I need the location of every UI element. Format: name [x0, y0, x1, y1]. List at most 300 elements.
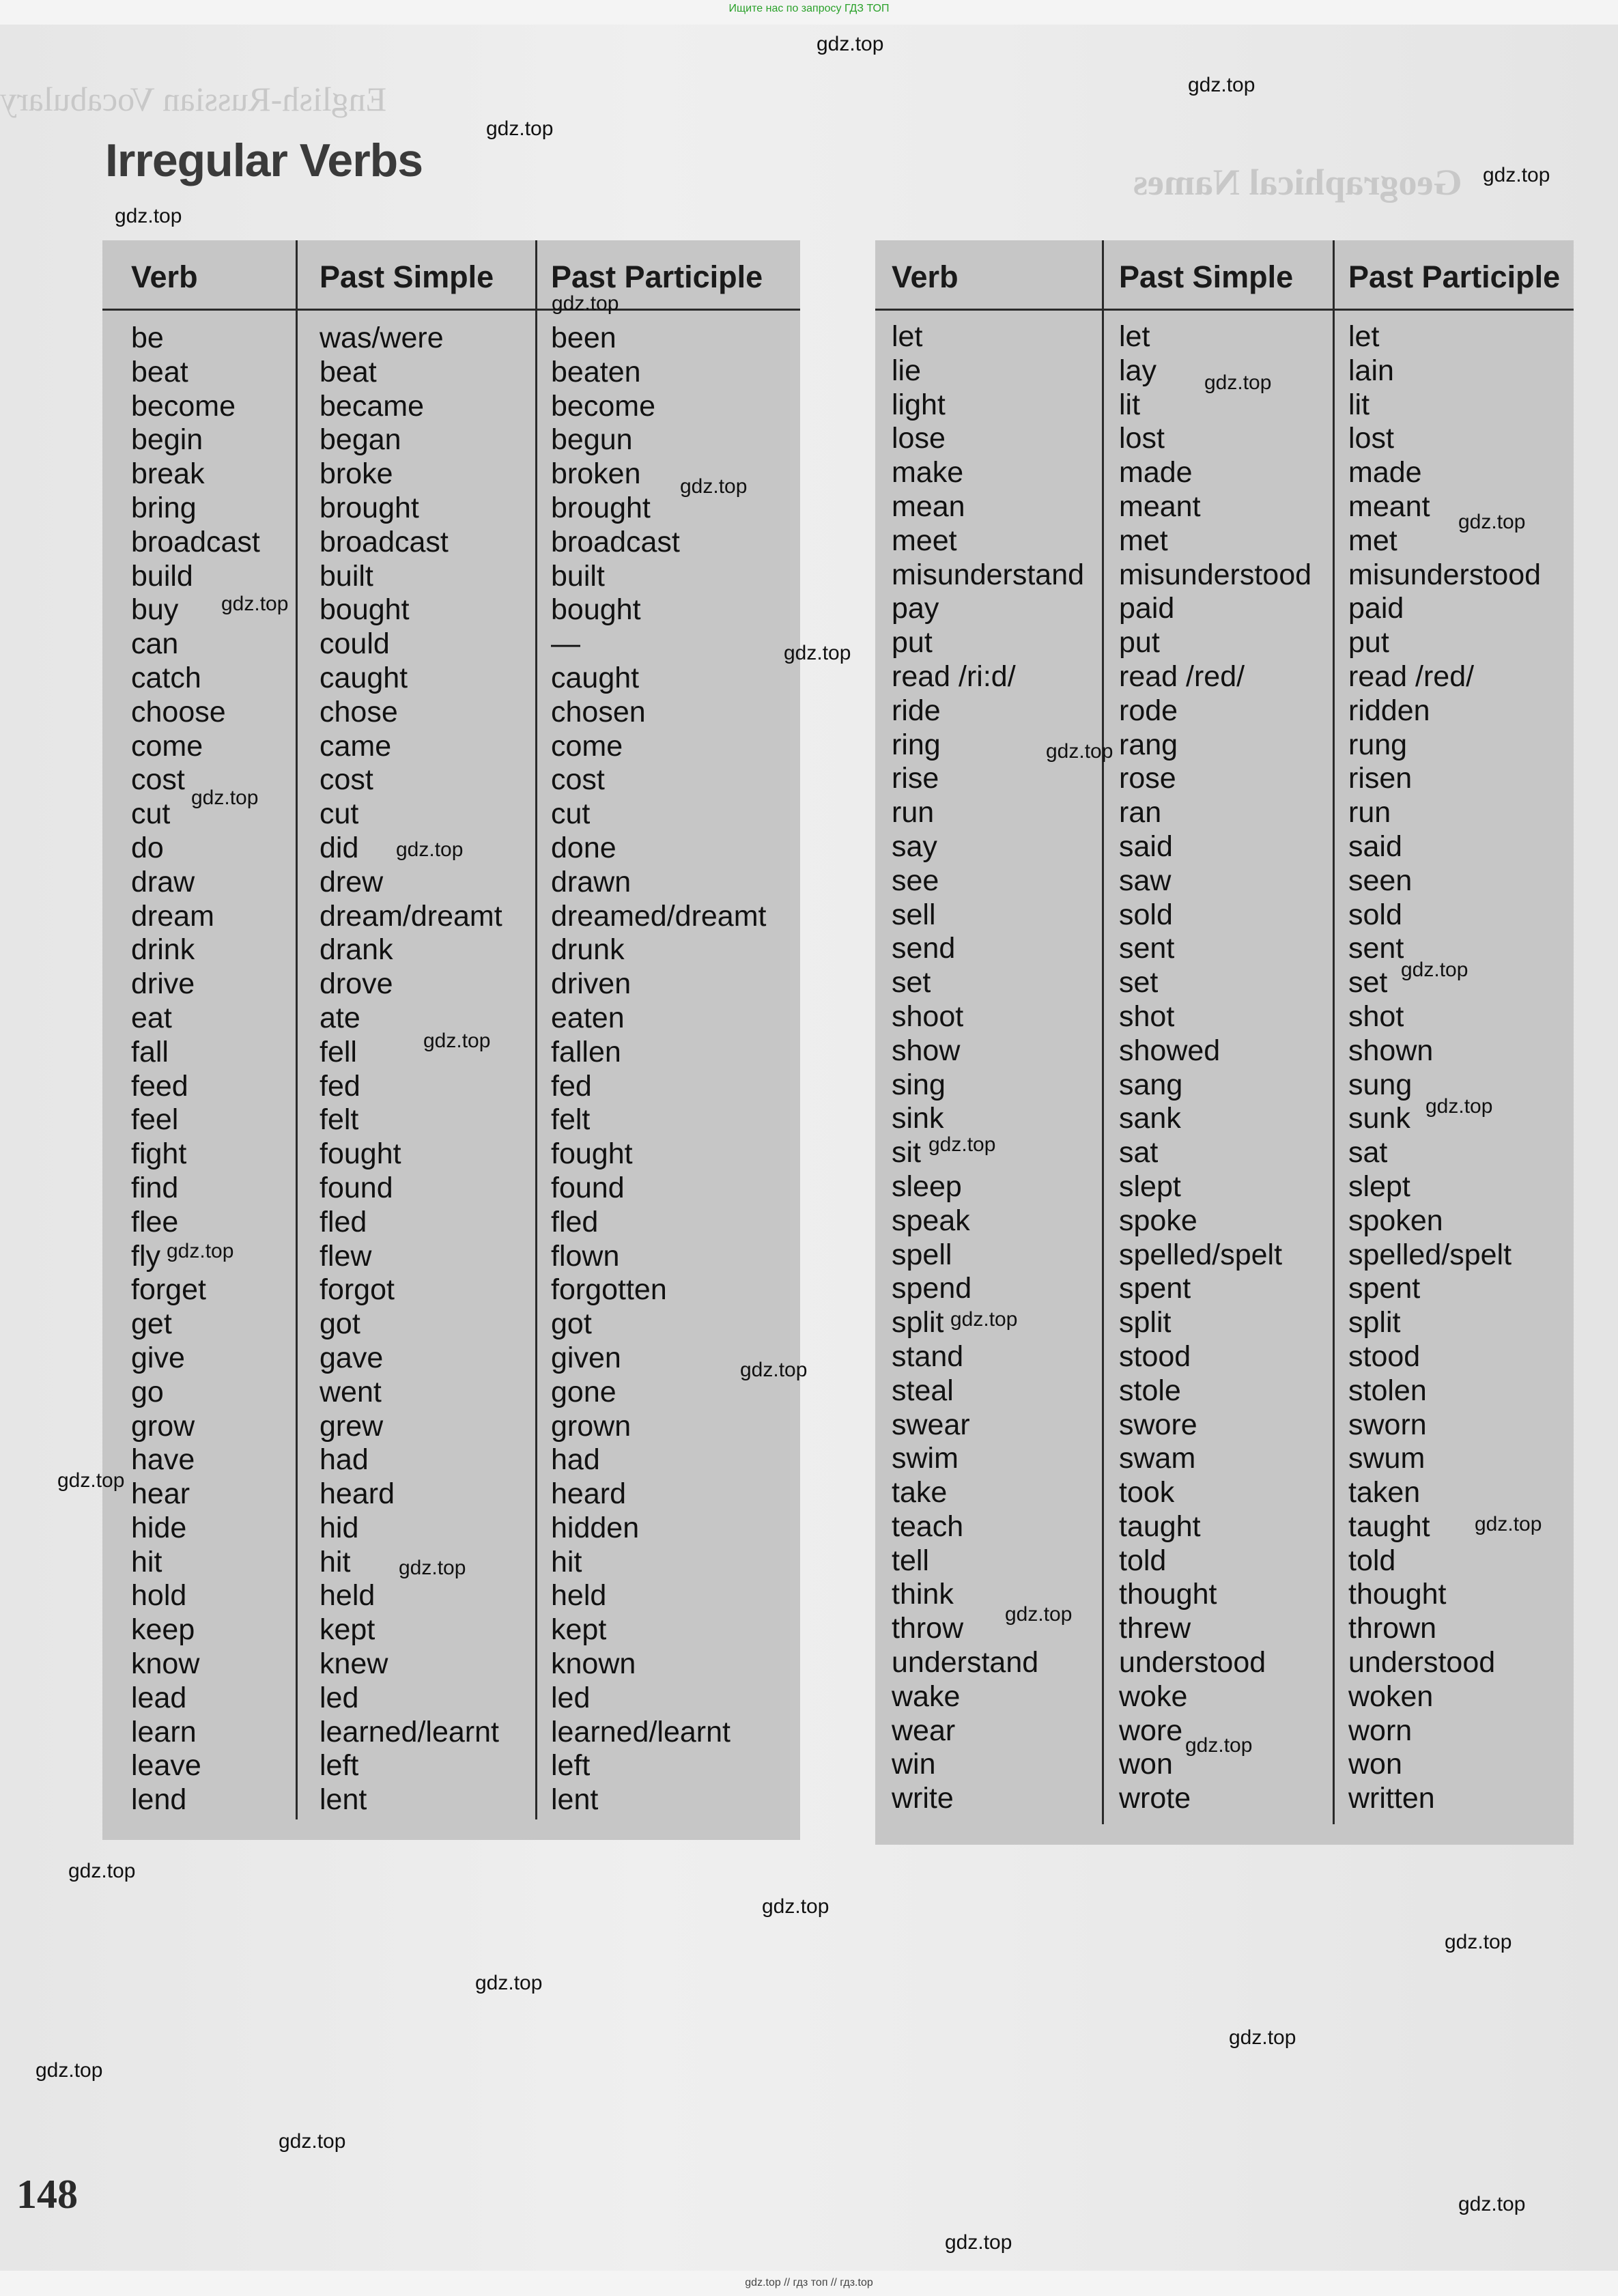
past-participle-cell: sworn — [1348, 1408, 1427, 1441]
watermark-text: gdz.top — [945, 2231, 1012, 2254]
watermark-text: gdz.top — [475, 1972, 543, 1994]
verb-cell: light — [892, 388, 946, 421]
watermark-text: gdz.top — [1425, 1095, 1493, 1118]
past-simple-cell: ate — [320, 1001, 360, 1034]
past-simple-cell: fell — [320, 1035, 357, 1068]
watermark-text: gdz.top — [762, 1895, 829, 1918]
verb-cell: do — [131, 831, 164, 864]
past-participle-cell: known — [551, 1647, 636, 1681]
past-participle-cell: fallen — [551, 1035, 621, 1068]
past-simple-cell: began — [320, 423, 401, 457]
past-participle-cell: woken — [1348, 1680, 1434, 1713]
verb-cell: ring — [892, 728, 941, 761]
past-simple-cell: understood — [1119, 1646, 1266, 1680]
past-simple-cell: came — [320, 729, 392, 763]
verb-cell: draw — [131, 865, 195, 898]
watermark-text: gdz.top — [552, 292, 619, 315]
past-simple-cell: stood — [1119, 1340, 1191, 1373]
past-simple-cell: met — [1119, 524, 1168, 557]
watermark-text: gdz.top — [167, 1240, 234, 1262]
past-participle-cell: risen — [1348, 762, 1413, 795]
past-participle-cell: brought — [551, 491, 651, 524]
bleed-through-title: Geographical Names — [1133, 162, 1462, 203]
verb-cell: spell — [892, 1238, 952, 1271]
past-simple-cell: swam — [1119, 1442, 1196, 1475]
past-participle-cell: spoken — [1348, 1204, 1443, 1237]
past-participle-cell: driven — [551, 967, 631, 1001]
past-participle-cell: written — [1348, 1782, 1435, 1815]
past-simple-cell: lay — [1119, 354, 1156, 387]
verb-cell: read /ri:d/ — [892, 660, 1016, 693]
verb-cell: cost — [131, 763, 185, 797]
past-simple-cell: saw — [1119, 864, 1172, 897]
verb-column — [102, 240, 298, 1819]
verb-cell: teach — [892, 1510, 964, 1543]
past-simple-cell: spent — [1119, 1272, 1191, 1305]
verb-cell: take — [892, 1476, 948, 1510]
verb-cell: bring — [131, 491, 197, 524]
past-simple-cell: went — [320, 1375, 382, 1408]
past-simple-cell: sang — [1119, 1068, 1183, 1101]
verb-cell: keep — [131, 1613, 195, 1647]
verb-cell: throw — [892, 1612, 964, 1645]
watermark-text: gdz.top — [396, 838, 464, 861]
past-simple-cell: put — [1119, 626, 1160, 660]
past-simple-cell: flew — [320, 1239, 372, 1273]
past-participle-cell: begun — [551, 423, 633, 457]
verb-cell: mean — [892, 490, 965, 523]
watermark-text: gdz.top — [68, 1860, 136, 1882]
past-simple-cell: bought — [320, 593, 410, 627]
past-participle-cell: worn — [1348, 1714, 1413, 1747]
verb-cell: lose — [892, 422, 946, 455]
past-participle-cell: set — [1348, 966, 1388, 1000]
bottom-footer-note: gdz.top // гдз топ // гдз.top — [745, 2277, 873, 2288]
verb-cell: hide — [131, 1511, 187, 1544]
top-search-note: Ищите нас по запросу ГДЗ ТОП — [728, 3, 890, 14]
past-participle-cell: swum — [1348, 1442, 1425, 1475]
verb-cell: stand — [892, 1340, 964, 1373]
past-simple-cell: broke — [320, 457, 393, 491]
watermark-text: gdz.top — [1188, 74, 1255, 96]
verb-cell: understand — [892, 1646, 1039, 1680]
verb-cell: sleep — [892, 1170, 962, 1203]
past-simple-cell: drew — [320, 865, 384, 898]
past-simple-column — [1104, 240, 1335, 1824]
past-participle-cell: split — [1348, 1306, 1401, 1340]
past-simple-cell: beat — [320, 355, 377, 388]
verb-cell: lend — [131, 1783, 187, 1817]
past-simple-cell: could — [320, 627, 390, 661]
watermark-text: gdz.top — [950, 1308, 1018, 1331]
watermark-text: gdz.top — [1483, 164, 1550, 186]
verb-cell: think — [892, 1578, 954, 1611]
past-participle-cell: taken — [1348, 1476, 1421, 1510]
past-simple-cell: stole — [1119, 1374, 1181, 1407]
column-header-past-participle: Past Participle — [1335, 240, 1574, 311]
past-simple-cell: forgot — [320, 1273, 395, 1307]
verb-cell: misunderstand — [892, 558, 1085, 591]
past-participle-cell: sung — [1348, 1068, 1413, 1101]
past-simple-cell: fed — [320, 1069, 360, 1103]
verb-cell: lie — [892, 354, 922, 387]
watermark-text: gdz.top — [1475, 1513, 1542, 1535]
verb-cell: write — [892, 1782, 954, 1815]
past-simple-cell: wore — [1119, 1714, 1183, 1747]
watermark-text: gdz.top — [1458, 2193, 1526, 2215]
past-participle-cell: hit — [551, 1545, 582, 1578]
past-simple-cell: sent — [1119, 932, 1175, 965]
column-header-past-participle: Past Participle — [537, 240, 800, 311]
past-participle-cell: got — [551, 1307, 592, 1341]
past-simple-cell: took — [1119, 1476, 1175, 1510]
past-participle-cell: thrown — [1348, 1612, 1437, 1645]
past-participle-cell: given — [551, 1341, 621, 1374]
verb-cell: spend — [892, 1272, 972, 1305]
watermark-text: gdz.top — [115, 205, 182, 227]
past-simple-cell: did — [320, 831, 359, 864]
past-simple-cell: threw — [1119, 1612, 1191, 1645]
watermark-text: gdz.top — [1185, 1734, 1253, 1757]
past-participle-cell: slept — [1348, 1170, 1410, 1203]
verb-cell: come — [131, 729, 203, 763]
past-simple-cell: ran — [1119, 796, 1162, 830]
past-participle-cell: sent — [1348, 932, 1404, 965]
irregular-verbs-table-right — [875, 240, 1574, 1845]
verb-cell: steal — [892, 1374, 954, 1407]
past-participle-cell: thought — [1348, 1578, 1447, 1611]
verb-cell: grow — [131, 1409, 195, 1443]
past-participle-cell: bought — [551, 593, 641, 627]
past-participle-cell: gone — [551, 1375, 616, 1408]
past-participle-cell: broken — [551, 457, 641, 491]
past-simple-cell: built — [320, 559, 373, 593]
past-participle-cell: beaten — [551, 355, 641, 388]
past-simple-cell: won — [1119, 1748, 1173, 1781]
verb-cell: ride — [892, 694, 941, 727]
verb-cell: meet — [892, 524, 957, 557]
verb-cell: let — [892, 320, 923, 353]
past-simple-cell: rode — [1119, 694, 1178, 727]
past-participle-cell: dreamed/dreamt — [551, 899, 767, 933]
verb-cell: fly — [131, 1239, 160, 1273]
verb-cell: know — [131, 1647, 200, 1681]
past-participle-cell: seen — [1348, 864, 1413, 897]
past-participle-cell: won — [1348, 1748, 1402, 1781]
verb-cell: feed — [131, 1069, 188, 1103]
past-participle-cell: read /red/ — [1348, 660, 1475, 693]
past-simple-cell: heard — [320, 1477, 395, 1511]
past-simple-cell: became — [320, 389, 424, 423]
verb-cell: wear — [892, 1714, 956, 1747]
past-participle-cell: cost — [551, 763, 605, 797]
watermark-text: gdz.top — [1401, 959, 1468, 981]
column-header-past-simple: Past Simple — [298, 240, 535, 311]
verb-cell: rise — [892, 762, 939, 795]
watermark-text: gdz.top — [1458, 511, 1526, 533]
watermark-text: gdz.top — [784, 642, 851, 664]
past-participle-cell: made — [1348, 456, 1422, 490]
watermark-text: gdz.top — [1204, 371, 1272, 394]
past-participle-cell: been — [551, 322, 616, 354]
verb-cell: hold — [131, 1579, 187, 1613]
past-simple-cell: cut — [320, 797, 359, 831]
past-participle-cell: lent — [551, 1783, 599, 1817]
past-participle-cell: held — [551, 1579, 607, 1613]
verb-cell: swear — [892, 1408, 970, 1441]
watermark-text: gdz.top — [740, 1359, 808, 1381]
column-header-past-simple: Past Simple — [1104, 240, 1333, 311]
verb-cell: drive — [131, 967, 195, 1001]
past-simple-cell: set — [1119, 966, 1159, 1000]
past-simple-cell: hid — [320, 1511, 359, 1544]
past-participle-cell: run — [1348, 796, 1391, 830]
verb-cell: can — [131, 627, 179, 661]
past-simple-cell: made — [1119, 456, 1193, 490]
past-participle-cell: — — [551, 627, 580, 661]
watermark-text: gdz.top — [817, 33, 884, 55]
past-simple-cell: lent — [320, 1783, 367, 1817]
past-simple-cell: learned/learnt — [320, 1715, 499, 1748]
past-simple-cell: gave — [320, 1341, 384, 1374]
verb-cell: dream — [131, 899, 214, 933]
past-participle-cell: said — [1348, 830, 1402, 863]
past-participle-cell: fed — [551, 1069, 592, 1103]
past-participle-cell: chosen — [551, 695, 646, 728]
verb-cell: swim — [892, 1442, 959, 1475]
page-title: Irregular Verbs — [105, 134, 423, 186]
verb-cell: drink — [131, 933, 195, 967]
watermark-text: gdz.top — [221, 593, 289, 615]
past-participle-cell: forgotten — [551, 1273, 667, 1307]
past-simple-cell: lost — [1119, 422, 1165, 455]
verb-cell: sing — [892, 1068, 946, 1101]
verb-cell: cut — [131, 797, 171, 831]
past-participle-cell: told — [1348, 1544, 1396, 1577]
verb-cell: fight — [131, 1137, 187, 1171]
past-participle-cell: lit — [1348, 388, 1370, 421]
past-participle-cell: sold — [1348, 898, 1402, 931]
past-simple-cell: chose — [320, 695, 398, 728]
past-simple-cell: left — [320, 1749, 359, 1783]
watermark-text: gdz.top — [279, 2130, 346, 2153]
watermark-text: gdz.top — [423, 1030, 491, 1052]
past-participle-cell: felt — [551, 1103, 591, 1137]
verb-cell: send — [892, 932, 956, 965]
past-simple-cell: paid — [1119, 592, 1175, 625]
verb-cell: eat — [131, 1001, 172, 1034]
verb-cell: hear — [131, 1477, 190, 1511]
past-simple-cell: let — [1119, 320, 1150, 353]
past-participle-cell: eaten — [551, 1001, 625, 1034]
verb-cell: have — [131, 1443, 195, 1477]
past-participle-cell: fought — [551, 1137, 633, 1171]
past-simple-cell: fled — [320, 1205, 367, 1238]
verb-cell: hit — [131, 1545, 162, 1578]
past-simple-cell: swore — [1119, 1408, 1197, 1441]
verb-cell: speak — [892, 1204, 970, 1237]
verb-cell: shoot — [892, 1000, 964, 1033]
past-participle-cell: kept — [551, 1613, 607, 1647]
past-simple-cell: hit — [320, 1545, 351, 1578]
watermark-text: gdz.top — [928, 1133, 996, 1156]
past-simple-cell: drank — [320, 933, 393, 967]
verb-cell: see — [892, 864, 939, 897]
past-participle-cell: met — [1348, 524, 1397, 557]
verb-cell: break — [131, 457, 205, 491]
verb-cell: win — [892, 1748, 936, 1781]
past-simple-cell: spoke — [1119, 1204, 1197, 1237]
past-simple-cell: held — [320, 1579, 375, 1613]
watermark-text: gdz.top — [1005, 1603, 1073, 1626]
past-participle-cell: built — [551, 559, 605, 593]
past-simple-cell: read /red/ — [1119, 660, 1245, 693]
past-simple-cell: caught — [320, 661, 408, 694]
past-participle-cell: hidden — [551, 1511, 640, 1544]
past-participle-cell: broadcast — [551, 525, 680, 558]
past-simple-cell: sold — [1119, 898, 1173, 931]
verb-cell: beat — [131, 355, 188, 388]
verb-cell: sink — [892, 1102, 944, 1135]
verb-cell: sit — [892, 1136, 921, 1170]
verb-cell: become — [131, 389, 236, 423]
past-simple-cell: dream/dreamt — [320, 899, 502, 933]
past-simple-cell: spelled/spelt — [1119, 1238, 1283, 1271]
verb-cell: choose — [131, 695, 226, 728]
past-simple-cell: sat — [1119, 1136, 1159, 1170]
verb-cell: feel — [131, 1103, 179, 1137]
past-participle-cell: sat — [1348, 1136, 1388, 1170]
past-participle-cell: rung — [1348, 728, 1408, 761]
verb-cell: set — [892, 966, 931, 1000]
past-participle-cell: cut — [551, 797, 591, 831]
verb-cell: fall — [131, 1035, 169, 1068]
verb-cell: get — [131, 1307, 172, 1341]
watermark-text: gdz.top — [191, 786, 259, 809]
verb-cell: wake — [892, 1680, 961, 1713]
verb-cell: be — [131, 322, 164, 354]
past-simple-cell: misunderstood — [1119, 558, 1312, 591]
past-participle-cell: paid — [1348, 592, 1404, 625]
past-participle-cell: led — [551, 1681, 591, 1714]
verb-cell: pay — [892, 592, 939, 625]
past-simple-cell: told — [1119, 1544, 1167, 1577]
past-simple-cell: brought — [320, 491, 419, 524]
past-participle-cell: caught — [551, 661, 640, 694]
verb-cell: put — [892, 626, 933, 660]
verb-cell: catch — [131, 661, 201, 694]
past-simple-cell: rang — [1119, 728, 1178, 761]
past-simple-cell: woke — [1119, 1680, 1188, 1713]
past-simple-cell: showed — [1119, 1034, 1221, 1067]
past-simple-cell: meant — [1119, 490, 1201, 523]
watermark-text: gdz.top — [1046, 740, 1113, 763]
verb-cell: begin — [131, 423, 203, 457]
past-participle-column — [537, 240, 800, 1840]
past-simple-cell: felt — [320, 1103, 359, 1137]
past-participle-cell: heard — [551, 1477, 626, 1511]
watermark-text: gdz.top — [57, 1469, 125, 1492]
past-simple-cell: said — [1119, 830, 1173, 863]
past-simple-cell: shot — [1119, 1000, 1175, 1033]
past-participle-cell: let — [1348, 320, 1380, 353]
past-participle-cell: drawn — [551, 865, 631, 898]
past-participle-cell: sunk — [1348, 1102, 1410, 1135]
past-simple-cell: grew — [320, 1409, 384, 1443]
past-simple-cell: broadcast — [320, 525, 449, 558]
past-participle-cell: found — [551, 1171, 625, 1204]
past-participle-cell: become — [551, 389, 655, 423]
watermark-text: gdz.top — [399, 1557, 466, 1579]
verb-cell: tell — [892, 1544, 929, 1577]
past-simple-cell: led — [320, 1681, 359, 1714]
verb-cell: split — [892, 1306, 944, 1340]
past-simple-cell: lit — [1119, 388, 1141, 421]
past-simple-cell: taught — [1119, 1510, 1201, 1543]
past-simple-cell: had — [320, 1443, 369, 1477]
past-participle-cell: spent — [1348, 1272, 1421, 1305]
past-simple-cell: rose — [1119, 762, 1176, 795]
bleed-through-header: English-Russian Vocabulary — [0, 80, 387, 118]
past-participle-cell: taught — [1348, 1510, 1430, 1543]
verb-cell: leave — [131, 1749, 201, 1783]
verb-cell: sell — [892, 898, 936, 931]
verb-cell: make — [892, 456, 964, 490]
past-simple-cell: was/were — [320, 322, 444, 354]
watermark-text: gdz.top — [486, 117, 554, 140]
past-simple-cell: wrote — [1119, 1782, 1191, 1815]
verb-cell: buy — [131, 593, 179, 627]
past-participle-column — [1335, 240, 1574, 1845]
watermark-text: gdz.top — [36, 2059, 103, 2082]
past-simple-cell: cost — [320, 763, 373, 797]
past-simple-column — [298, 240, 537, 1819]
past-participle-cell: lost — [1348, 422, 1394, 455]
past-participle-cell: flown — [551, 1239, 620, 1273]
past-simple-cell: slept — [1119, 1170, 1181, 1203]
watermark-text: gdz.top — [1445, 1931, 1512, 1953]
past-simple-cell: sank — [1119, 1102, 1181, 1135]
verb-cell: run — [892, 796, 935, 830]
verb-cell: say — [892, 830, 937, 863]
past-participle-cell: drunk — [551, 933, 625, 967]
verb-cell: go — [131, 1375, 164, 1408]
verb-cell: give — [131, 1341, 185, 1374]
past-simple-cell: got — [320, 1307, 360, 1341]
page-number: 148 — [16, 2172, 78, 2217]
past-participle-cell: left — [551, 1749, 591, 1783]
verb-cell: find — [131, 1171, 179, 1204]
past-simple-cell: thought — [1119, 1578, 1217, 1611]
past-participle-cell: put — [1348, 626, 1389, 660]
past-participle-cell: misunderstood — [1348, 558, 1542, 591]
column-header-verb: Verb — [875, 240, 1102, 311]
past-participle-cell: had — [551, 1443, 600, 1477]
past-participle-cell: stood — [1348, 1340, 1421, 1373]
past-simple-cell: drove — [320, 967, 393, 1001]
past-simple-cell: split — [1119, 1306, 1172, 1340]
watermark-text: gdz.top — [1229, 2026, 1296, 2049]
past-participle-cell: lain — [1348, 354, 1394, 387]
past-simple-cell: fought — [320, 1137, 401, 1171]
past-participle-cell: stolen — [1348, 1374, 1427, 1407]
verb-cell: broadcast — [131, 525, 260, 558]
column-header-verb: Verb — [102, 240, 296, 311]
past-participle-cell: fled — [551, 1205, 599, 1238]
past-participle-cell: done — [551, 831, 616, 864]
verb-cell: forget — [131, 1273, 206, 1307]
past-participle-cell: come — [551, 729, 623, 763]
